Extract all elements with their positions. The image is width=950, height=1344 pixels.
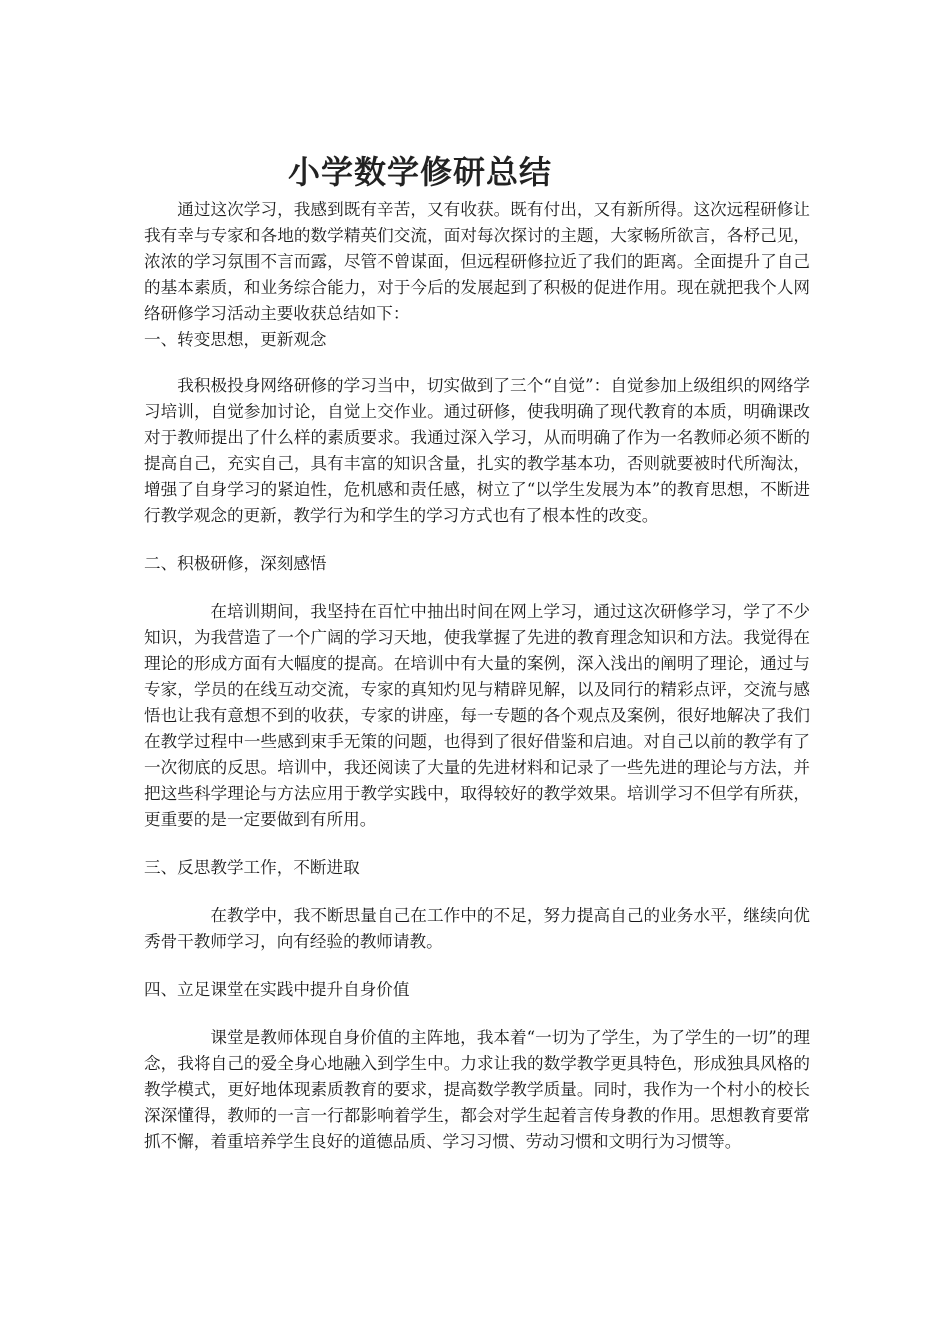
spacer [144, 881, 810, 903]
document-body [144, 197, 810, 1155]
spacer [144, 955, 810, 977]
intro-paragraph: 通过这次学习，我感到既有辛苦，又有收获。既有付出，又有新所得。这次远程研修让我有幸与专家和各地的数学精英们交流，面对每次探讨的主题，大家畅所欲言，各杼己见，浓浓的学习氛围不言而露，尽管不曾谋面，但远程研修拉近了我们的距离。全面提升了自己的基本素质，和业务综合能力，对于今后的发展起到了积极的促进作用。现在就把我个人网络研修学习活动主要收获总结如下： [144, 200, 810, 323]
section-heading-2: 二、积极研修，深刻感悟 [144, 554, 327, 573]
section-body-2: 在培训期间，我坚持在百忙中抽出时间在网上学习，通过这次研修学习，学了不少知识，为我营造了一个广阔的学习天地，使我掌握了先进的教育理念知识和方法。我觉得在理论的形成方面有大幅度的提高。在培训中有大量的案例，深入浅出的阐明了理论，通过与专家，学员的在线互动交流，专家的真知灼见与精辟见解，以及同行的精彩点评，交流与感悟也让我有意想不到的收获，专家的讲座，每一专题的各个观点及案例，很好地解决了我们在教学过程中一些感到束手无策的问题，也得到了很好借鉴和启迪。对自己以前的教学有了一次彻底的反思。培训中，我还阅读了大量的先进材料和记录了一些先进的理论与方法，并把这些科学理论与方法应用于教学实践中，取得较好的教学效果。培训学习不但学有所获，更重要的是一定要做到有所用。 [144, 602, 810, 829]
spacer [144, 529, 810, 551]
document-title: 小学数学修研总结 [288, 153, 553, 192]
section-body-1: 我积极投身网络研修的学习当中，切实做到了三个“自觉”：自觉参加上级组织的网络学习培训，自觉参加讨论，自觉上交作业。通过研修，使我明确了现代教育的本质，明确课改对于教师提出了什么样的素质要求。我通过深入学习，从而明确了作为一名教师必须不断的提高自己，充实自己，具有丰富的知识含量，扎实的教学基本功，否则就要被时代所淘汰，增强了自身学习的紧迫性，危机感和责任感，树立了“以学生发展为本”的教育思想，不断进行教学观念的更新，教学行为和学生的学习方式也有了根本性的改变。 [144, 376, 810, 525]
spacer [144, 577, 810, 599]
spacer [144, 833, 810, 855]
spacer [144, 1003, 810, 1025]
section-body-4: 课堂是教师体现自身价值的主阵地，我本着“一切为了学生，为了学生的一切”的理念，我将自己的爱全身心地融入到学生中。力求让我的数学教学更具特色，形成独具风格的教学模式，更好地体现素质教育的要求，提高数学教学质量。同时，我作为一个村小的校长深深懂得，教师的一言一行都影响着学生，都会对学生起着言传身教的作用。思想教育要常抓不懈，着重培养学生良好的道德品质、学习习惯、劳动习惯和文明行为习惯等。 [144, 1028, 810, 1151]
section-body-3: 在教学中，我不断思量自己在工作中的不足，努力提高自己的业务水平，继续向优秀骨干教师学习，向有经验的教师请教。 [144, 906, 810, 951]
section-heading-3: 三、反思教学工作，不断进取 [144, 858, 360, 877]
section-heading-4: 四、立足课堂在实践中提升自身价值 [144, 980, 410, 999]
section-heading-1: 一、转变思想，更新观念 [144, 330, 327, 349]
spacer [144, 353, 810, 373]
